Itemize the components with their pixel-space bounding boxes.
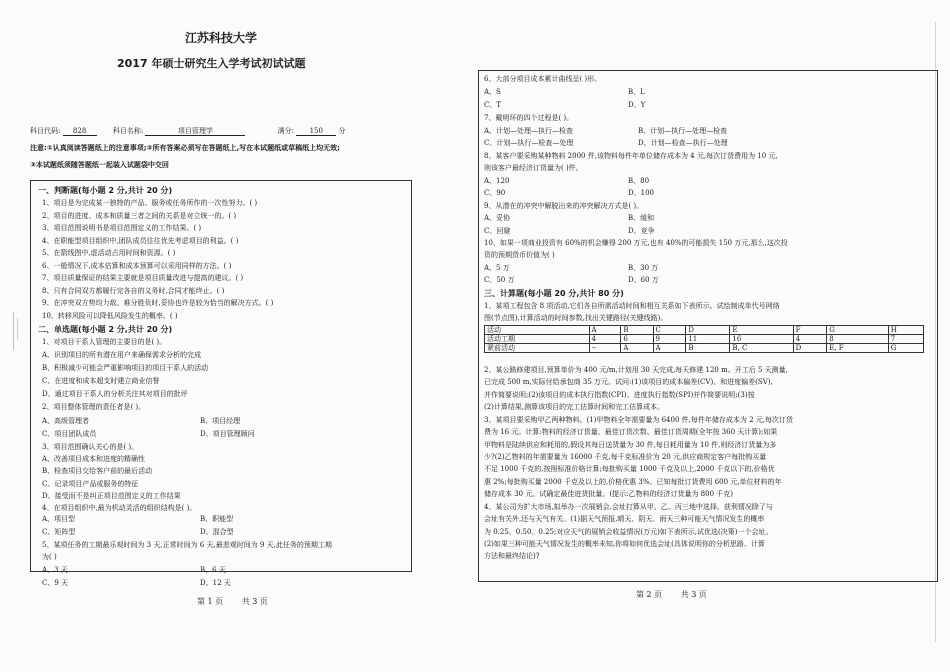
- q6-option-b: B、L: [628, 88, 645, 96]
- page-2-footer: [636, 589, 707, 600]
- q10-option-b: B、30 万: [628, 264, 659, 272]
- margin-pen-mark: [17, 318, 18, 340]
- single-choice-line-5: D、通过项目干系人的分析关注其对项目的批评: [42, 390, 188, 398]
- notice-line-1: 注意:①认真阅读答题纸上的注意事项;②所有答案必须写在答题纸上,写在本试题纸或草稿纸上均无效;: [30, 144, 340, 152]
- table-row-header: 紧前活动: [485, 344, 590, 353]
- page-1-footer: [197, 596, 268, 607]
- table-cell: G: [827, 326, 889, 335]
- full-score: 150: [296, 127, 336, 136]
- page-number: 第 1 页: [197, 597, 224, 606]
- q6-option-a: A、S: [484, 88, 501, 96]
- table-cell: E: [730, 326, 793, 335]
- single-choice-line-b-4: C、记录项目产品或服务的特征: [42, 479, 139, 488]
- table-row-header: 活动: [485, 326, 590, 335]
- table-cell: A: [589, 326, 621, 335]
- calc-q4-line-2: 会址有关外,还与天气有关。(1)据天气预报,晴天、阴天、雨天三种可能天气情况发生的概率: [484, 515, 765, 524]
- true-false-item-1: 1、项目是为完成某一独特的产品、服务或任务所作的一次性努力。( ): [42, 199, 258, 207]
- q7: 7、戴明环的四个过程是( )。: [484, 114, 574, 122]
- calc-q3-line-6: 惠 2%;每批购买量 2000 千克及以上的,价格优惠 3%。已知每批订货费用 600 元,单位材料的年: [484, 477, 782, 486]
- subject-code-label: 科目代码:: [30, 127, 61, 135]
- q4-option-a: A、项目型: [42, 515, 76, 523]
- table-cell: 8: [827, 335, 889, 344]
- section-3-title: 三、计算题(每小题 20 分,共计 80 分): [484, 289, 624, 298]
- q8-option-c: C、90: [484, 189, 506, 197]
- q6-option-c: C、T: [484, 101, 502, 109]
- q2-option-d: D、项目管理顾问: [200, 430, 255, 438]
- scan-edge-line: [935, 22, 936, 642]
- q6-option-d: D、Y: [628, 101, 646, 109]
- true-false-item-9: 9、在冲突双方势均力敌、难分胜负时,妥协也许是较为恰当的解决方式。( ): [42, 299, 274, 307]
- q9: 9、从潜在的冲突中解脱出来的冲突解决方式是( )。: [484, 202, 644, 210]
- single-choice-line-b-2: A、改善项目成本和进度的精确性: [42, 455, 146, 464]
- calc-q3-line-7: 储存成本 30 元。试确定最佳进货批量。(提示:乙物料的经济订货量为 800 千克): [484, 489, 733, 498]
- q7-option-a: A、计划—处理—执行—检查: [484, 127, 574, 135]
- true-false-item-10: 10、转移风险可以降低风险发生的概率。( ): [42, 311, 178, 320]
- table-row: [485, 326, 924, 335]
- calc-q1-line-1: 1、某项工程包含 8 项活动,它们各自所需活动时间和相互关系如下表所示。试绘制成单代号网络: [484, 302, 780, 310]
- calc-q4-line-5: 方法和最终结论)?: [484, 552, 540, 561]
- table-cell: G: [888, 344, 923, 353]
- true-false-item-8: 8、只有合同双方都履行完各自的义务时,合同才能终止。( ): [42, 286, 225, 295]
- table-cell: B: [686, 344, 730, 353]
- table-row-header: 活动工期: [485, 335, 590, 344]
- table-cell: 9: [653, 335, 686, 344]
- single-choice-line-b-5: D、接受而不是纠正项目范围定义的工作结果: [42, 491, 181, 500]
- table-cell: D: [793, 344, 827, 353]
- q9-option-a: A、妥协: [484, 214, 511, 222]
- subject-name: 项目管理学: [145, 127, 245, 136]
- true-false-item-4: 4、在职能型项目组织中,团队成员往往优先考虑项目的利益。( ): [42, 236, 239, 245]
- single-choice-line-b-6: 4、在项目组织中,最为机动灵活的组织结构是( )。: [42, 504, 197, 512]
- q2-option-b: B、项目经理: [200, 417, 241, 425]
- subject-code: 828: [63, 127, 97, 136]
- notice-line-2: ③本试题纸须随答题纸一起装入试题袋中交回: [30, 161, 169, 169]
- q5-option-d: D、12 天: [200, 579, 231, 587]
- q4-option-b: B、职能型: [200, 515, 234, 523]
- calc-q2-line-2: 已完成 500 m,实际付给承包商 35 万元。试问:(1)该项目的成本偏差(CV)、和进度偏差(SV),: [484, 378, 773, 387]
- exam-title: 2017 年硕士研究生入学考试初试试题: [117, 57, 306, 70]
- section-2-title: 二、单选题(每小题 2 分,共计 20 分): [38, 325, 173, 334]
- calc-q4-line-3: 为 0.25、0.50、0.25;对应天气的展销会收益情况(万元)如下表所示,试优选(决策)一个会址。: [484, 527, 773, 536]
- q8-option-a: A、120: [484, 177, 510, 185]
- q8-option-d: D、100: [628, 189, 654, 197]
- single-choice-line-2: A、识别项目的所有潜在用户来确保需求分析的完成: [42, 351, 202, 359]
- page-2: [470, 0, 950, 672]
- q8-line-2: 则该客户最经济订货量为( )件。: [484, 164, 583, 172]
- page-total: 共 3 页: [680, 590, 707, 599]
- calc-q2-line-3: 并作简要说明;(2)该项目的成本执行指数(CPI)、进度执行指数(SPI)并作简要说明;(3)按: [484, 390, 755, 399]
- q5-option-b: B、6 天: [200, 566, 226, 574]
- single-choice-line-1: 1、对项目干系人管理的主要目的是( )。: [42, 338, 167, 346]
- q10-line-2: 资的预期货币价值为( ): [484, 251, 555, 259]
- table-cell: B: [621, 326, 653, 335]
- table-cell: 16: [730, 335, 793, 344]
- q5-option-a: A、3 天: [42, 566, 68, 574]
- q9-option-d: D、竞争: [628, 227, 655, 235]
- true-false-item-2: 2、项目的进度、成本和质量三者之间的关系是对立统一的。( ): [42, 211, 237, 220]
- table-cell: E, F: [827, 344, 889, 353]
- q10-option-c: C、50 万: [484, 276, 515, 284]
- calc-q3-line-4: 少?(2)乙物料的年需要量为 16000 千克,每千克标准价为 20 元,供应商规定客户每批购买量: [484, 452, 767, 461]
- calc-q4-line-1: 4、某公司为扩大市场,拟举办一次展销会,会址打算从甲、乙、丙三地中选择。获利情况除了与: [484, 503, 773, 511]
- q5-option-c: C、9 天: [42, 579, 69, 587]
- university-title: 江苏科技大学: [185, 31, 258, 45]
- calc-q3-line-5: 不足 1000 千克的,按照标准价格计算;每批购买量 1000 千克及以上,2000 千克以下的,价格优: [484, 465, 775, 474]
- q8-option-b: B、80: [628, 177, 650, 185]
- calc-q3-line-2: 费为 16 元。计算:物料的经济订货量、最佳订货次数、最佳订货周期(全年按 360 天计算);如果: [484, 428, 778, 437]
- page-1: [0, 0, 470, 672]
- table-cell: H: [888, 326, 923, 335]
- q4-option-c: C、矩阵型: [42, 528, 76, 536]
- single-choice-line-3: B、积极减少可能会严重影响项目的项目干系人的活动: [42, 364, 209, 372]
- table-cell: --: [589, 344, 621, 353]
- q10-line-1: 10、如果一项商业投资有 60%的机会赚得 200 万元,也有 40%的可能损失 150 万元,那么,这次投: [484, 239, 788, 247]
- table-cell: 4: [589, 335, 621, 344]
- q7-option-d: D、计划—检查—执行—处理: [638, 139, 728, 147]
- table-cell: C: [653, 326, 686, 335]
- activity-table: [484, 325, 924, 353]
- calc-q2-line-1: 2、某公路修建项目,预算单价为 400 元/m,计划用 30 天完成,每天修建 120 m。开工后 5 天测量,: [484, 366, 788, 374]
- q6: 6、大部分项目成本累计曲线呈( )形。: [484, 75, 602, 83]
- single-choice-line-b-3: B、检查项目交给客户前的最后活动: [42, 467, 153, 476]
- true-false-item-3: 3、项目范围说明书是项目范围定义的工作结果。( ): [42, 224, 202, 232]
- calc-q3-line-1: 3、某项目要采购甲乙两种物料。(1)甲物料全年需要量为 6400 件,每件年储存成本为 2 元,每次订货: [484, 416, 793, 424]
- table-cell: 7: [888, 335, 923, 344]
- true-false-item-7: 7、项目质量保证的结果主要就是项目质量改进与提高的建议。( ): [42, 274, 244, 282]
- page-total: 共 3 页: [241, 597, 268, 606]
- q7-option-b: B、计划—执行—处理—检查: [638, 127, 728, 135]
- section-1-title: 一、判断题(每小题 2 分,共计 20 分): [38, 186, 173, 195]
- calc-q1-line-2: 图(节点图),计算活动的时间参数,找出关键路径(关键线路)。: [484, 314, 668, 322]
- true-false-item-5: 5、在箭线图中,虚活动占用时间和资源。( ): [42, 249, 176, 257]
- q4-option-d: D、混合型: [200, 528, 234, 536]
- table-cell: A: [653, 344, 686, 353]
- margin-pen-mark: [13, 312, 14, 350]
- single-choice-line-4: C、在进度和成本超支时建立商业信誉: [42, 377, 160, 385]
- table-cell: 4: [793, 335, 827, 344]
- single-choice-line-b-1: 3、项目范围确认关心的是( )。: [42, 443, 139, 451]
- q9-option-c: C、回避: [484, 227, 511, 235]
- q7-option-c: C、计划—执行—检查—处理: [484, 139, 574, 147]
- q2-option-c: C、项目团队成员: [42, 430, 97, 438]
- full-score-label: 满分:: [277, 127, 295, 135]
- calc-q3-line-3: 甲物料是陆续供应和耗用的,假设其每日送货量为 30 件,每日耗用量为 10 件,则经济订货量为多: [484, 440, 777, 449]
- true-false-item-6: 6、一般情况下,成本估算和成本预算可以采用同样的方法。( ): [42, 261, 232, 270]
- single-choice-line-6: 2、项目整体管理的责任者是( )。: [42, 403, 146, 411]
- q5-line-1: 5、某项任务的工期最乐观时间为 3 天,正常时间为 6 天,最悲观时间为 9 天,此任务的预期工期: [42, 541, 332, 549]
- score-unit: 分: [338, 127, 346, 135]
- table-cell: 11: [686, 335, 730, 344]
- q8-line-1: 8、某客户要采购某种物料 2000 件,该物料每件年单位储存成本为 4 元,每次订货费用为 10 元,: [484, 152, 778, 160]
- subject-name-label: 科目名称:: [112, 127, 144, 135]
- table-cell: 6: [621, 335, 653, 344]
- table-row: [485, 335, 924, 344]
- table-cell: F: [793, 326, 827, 335]
- exam-meta: [30, 127, 345, 136]
- q10-option-a: A、5 万: [484, 264, 510, 272]
- table-cell: A: [621, 344, 653, 353]
- table-cell: B, C: [730, 344, 793, 353]
- table-row: [485, 344, 924, 353]
- table-cell: D: [686, 326, 730, 335]
- q5-line-2: 为( ): [42, 553, 57, 561]
- q2-option-a: A、高级管理者: [42, 417, 90, 425]
- page-number: 第 2 页: [636, 590, 663, 599]
- calc-q4-line-4: (2)如果三种可能天气情况发生的概率未知,你将如何优选会址(具体说明你的分析思路、计算: [484, 539, 765, 548]
- q9-option-b: B、缓和: [628, 214, 655, 222]
- q10-option-d: D、60 万: [628, 276, 659, 284]
- calc-q2-line-4: (2)计算结果,测算该项目的完工估算时间和完工估算成本。: [484, 402, 665, 411]
